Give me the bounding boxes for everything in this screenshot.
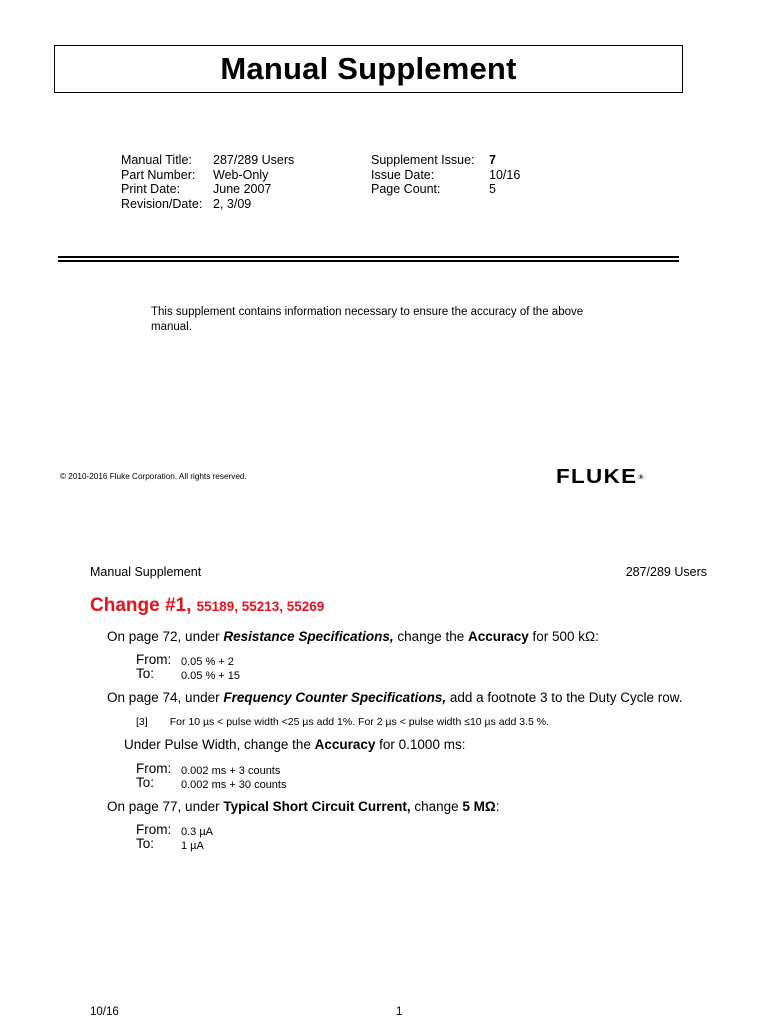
info-label: Part Number:	[121, 167, 196, 182]
from-label: From:	[136, 761, 172, 776]
logo-text: FLUKE	[556, 466, 638, 488]
copyright: © 2010-2016 Fluke Corporation. All rights reserved.	[60, 472, 247, 481]
to-label: To:	[136, 836, 155, 851]
intro-text: This supplement contains information necessary to ensure the accuracy of the above manual.	[151, 306, 584, 333]
text: add a footnote 3 to the Duty Cycle row.	[446, 690, 683, 705]
registered-mark: ®	[638, 474, 644, 481]
to-label: To:	[136, 775, 155, 790]
page-number: 1	[396, 1006, 403, 1018]
fluke-logo	[556, 466, 643, 489]
bold-text: 5 MΩ	[462, 799, 496, 814]
info-label: Print Date:	[121, 182, 181, 196]
to-value: 0.002 ms + 30 counts	[181, 779, 287, 791]
info-right-values	[489, 153, 520, 197]
footnote-mark: [3]	[136, 716, 148, 728]
to-value: 0.05 % + 15	[181, 670, 241, 682]
change-item	[107, 799, 500, 814]
text: On page 77, under	[107, 799, 224, 814]
info-left-values	[213, 153, 294, 211]
bold-text: Accuracy	[314, 737, 376, 752]
change-item	[124, 737, 465, 752]
change-parts: 55189, 55213, 55269	[196, 599, 325, 614]
bold-text: Typical Short Circuit Current,	[223, 799, 411, 814]
text: :	[495, 799, 500, 814]
text: Under Pulse Width, change the	[124, 737, 315, 752]
info-value: 5	[489, 182, 496, 196]
info-left-labels	[121, 153, 202, 211]
divider-rule	[58, 256, 679, 258]
footnote-text: For 10 µs < pulse width <25 µs add 1%. For 2 µs < pulse width ≤10 µs add 3.5 %.	[169, 716, 549, 728]
from-value: 0.002 ms + 3 counts	[181, 765, 281, 777]
text: change the	[393, 629, 468, 644]
to-value: 1 µA	[181, 840, 204, 852]
page-title: Manual Supplement	[220, 51, 517, 86]
info-right-labels	[371, 153, 475, 197]
text: change	[410, 799, 463, 814]
text: for 500 kΩ:	[528, 629, 599, 644]
text: for 0.1000 ms:	[375, 737, 466, 752]
emphasis: Resistance Specifications,	[223, 629, 394, 644]
running-header-left: Manual Supplement	[90, 565, 202, 579]
from-value: 0.05 % + 2	[181, 656, 234, 668]
text: On page 72, under	[107, 629, 224, 644]
info-label: Issue Date:	[371, 167, 435, 182]
info-label: Revision/Date:	[121, 196, 203, 211]
info-value: 7	[489, 153, 496, 167]
info-label: Supplement Issue:	[371, 153, 475, 167]
bold-text: Accuracy	[467, 629, 529, 644]
title-box	[54, 45, 683, 93]
info-value: 2, 3/09	[213, 196, 252, 211]
from-value: 0.3 µA	[181, 826, 214, 838]
footer-date: 10/16	[90, 1006, 119, 1018]
change-title	[90, 595, 324, 617]
info-value: 10/16	[489, 167, 521, 182]
info-value: 287/289 Users	[213, 153, 295, 167]
text: On page 74, under	[107, 690, 224, 705]
running-header-right: 287/289 Users	[625, 565, 707, 579]
info-label: Page Count:	[371, 182, 441, 196]
from-label: From:	[136, 822, 172, 837]
footnote	[136, 716, 549, 728]
info-value: Web-Only	[213, 167, 269, 182]
divider-rule	[58, 260, 679, 262]
from-label: From:	[136, 652, 172, 667]
emphasis: Frequency Counter Specifications,	[223, 690, 447, 705]
info-label: Manual Title:	[121, 153, 192, 167]
change-item	[107, 690, 683, 705]
change-number: Change #1,	[90, 595, 192, 616]
to-label: To:	[136, 666, 155, 681]
info-value: June 2007	[213, 182, 272, 196]
change-item	[107, 629, 599, 644]
